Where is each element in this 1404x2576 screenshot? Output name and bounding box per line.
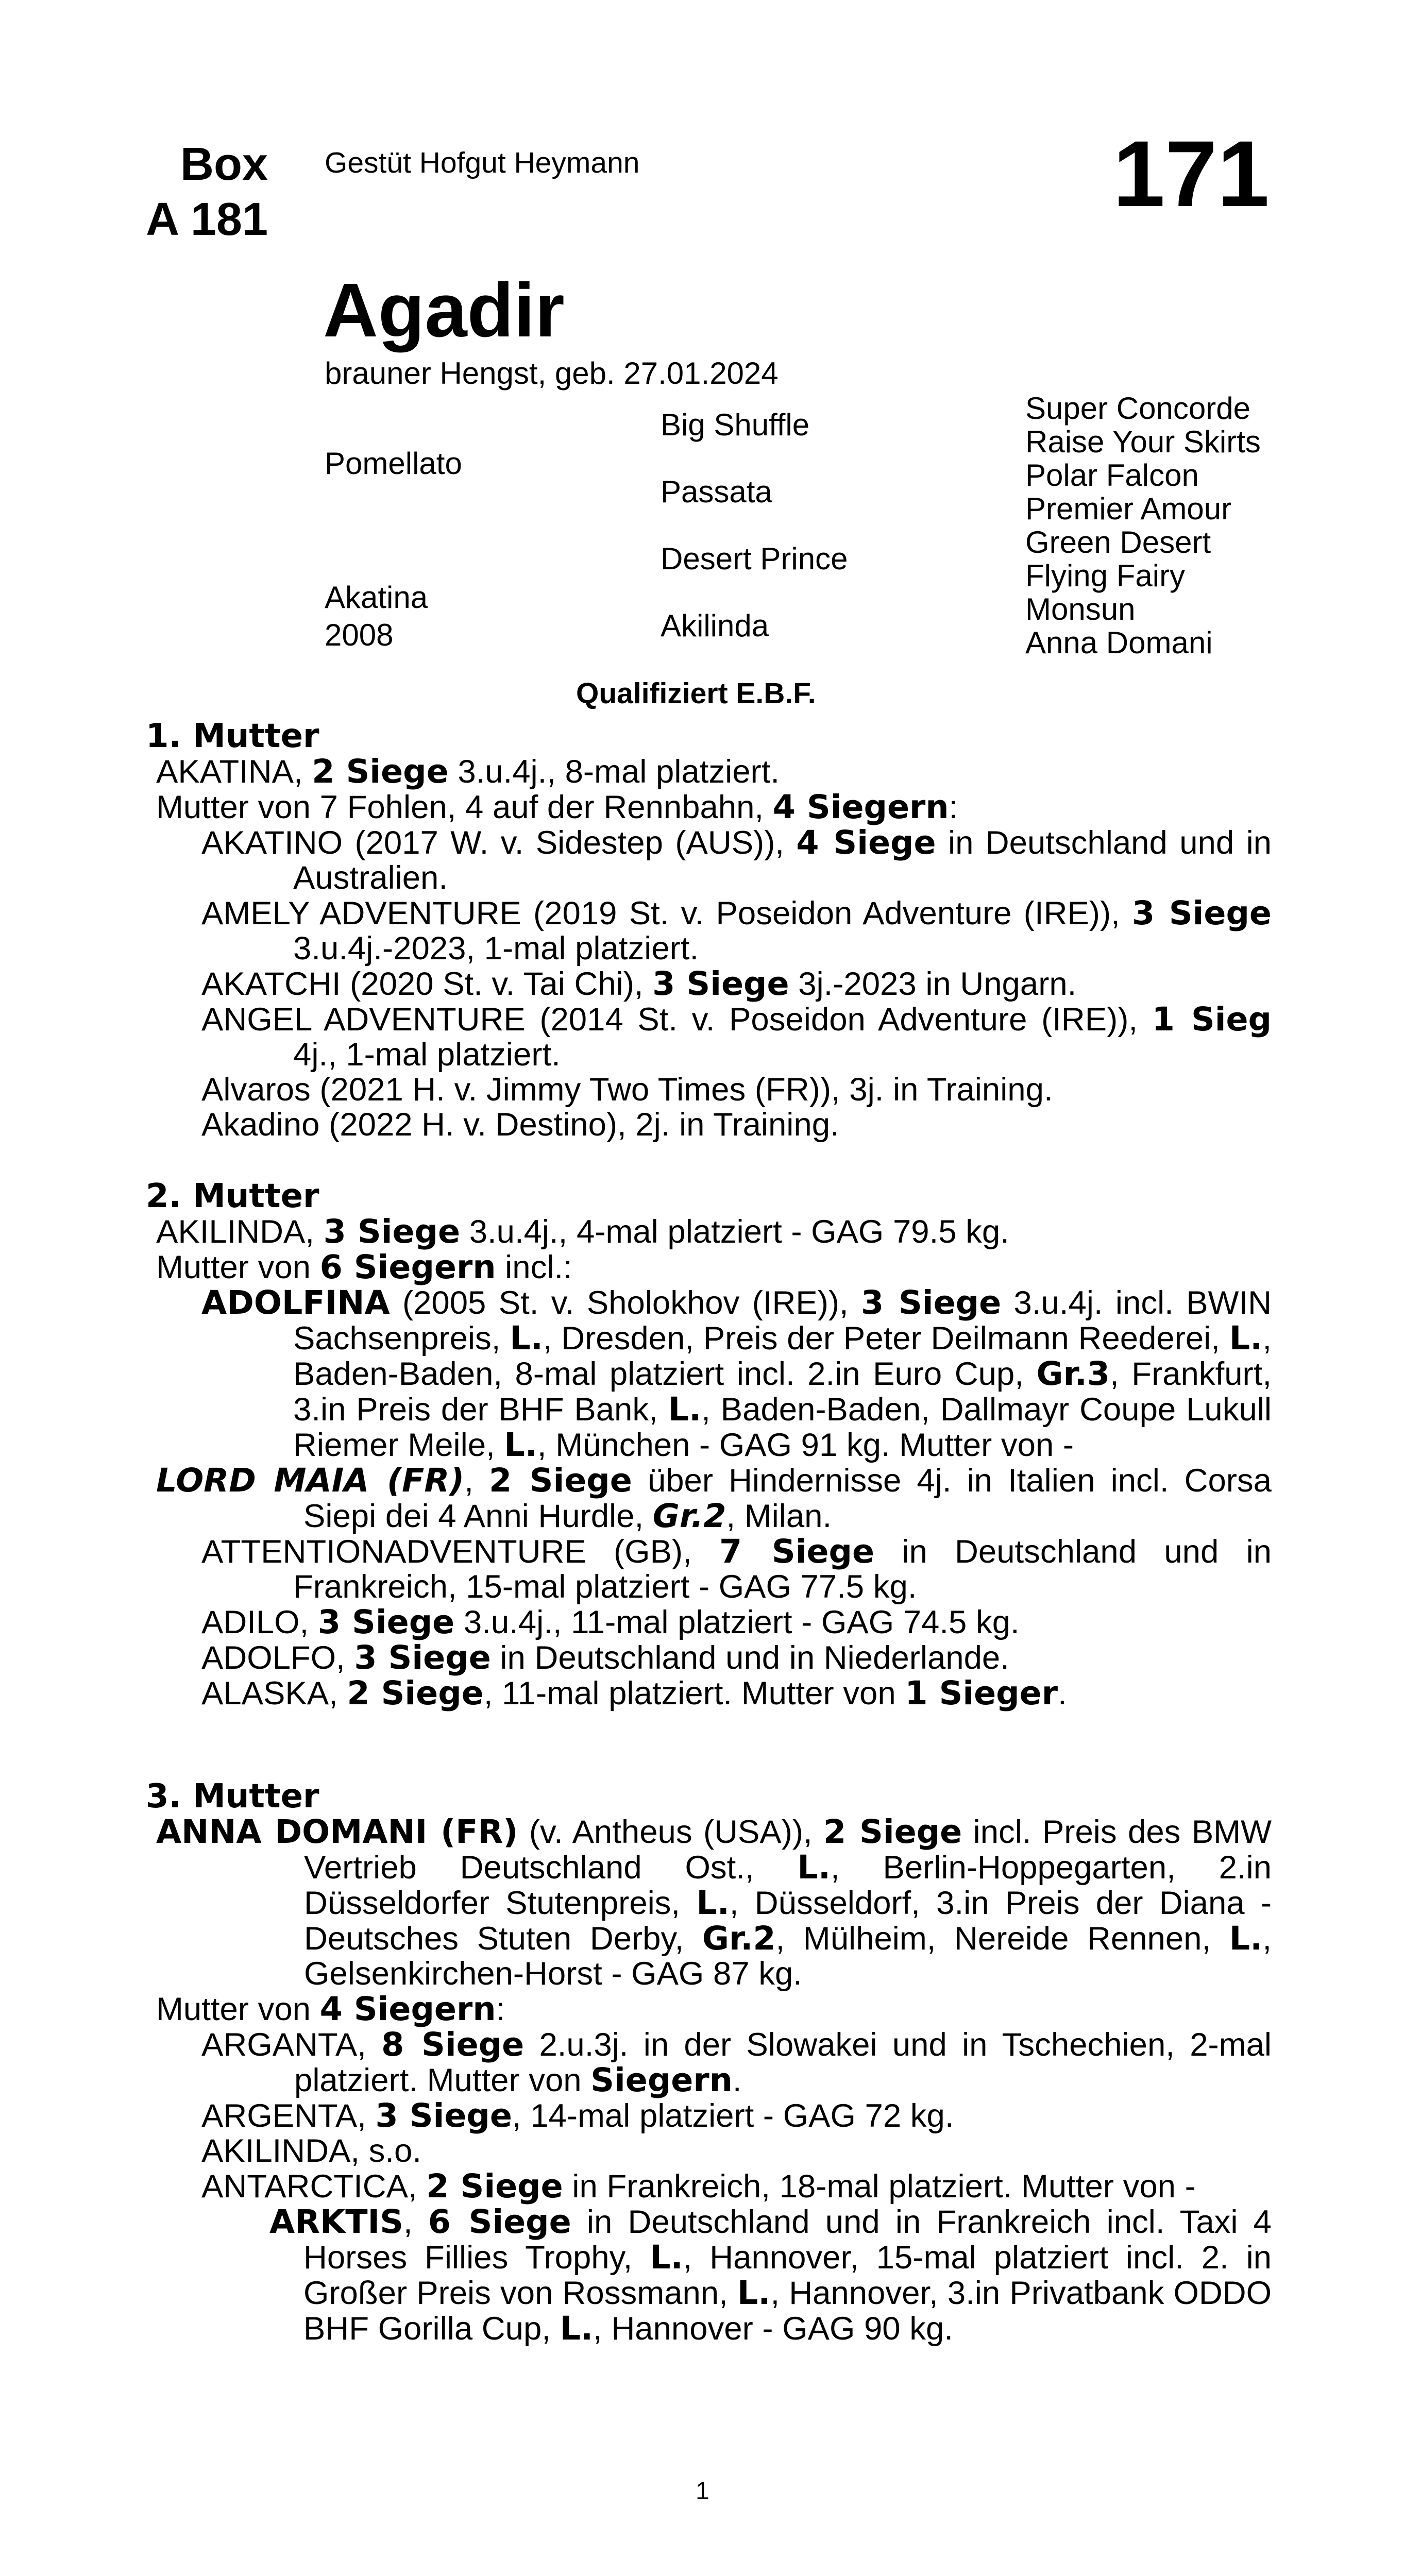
section-second-dam: [146, 1179, 1272, 1711]
offspring-summary: Mutter von 7 Fohlen, 4 auf der Rennbahn, 4 Siegern:: [156, 788, 958, 826]
dam-line: AKATINA, 2 Siege 3.u.4j., 8-mal platziert.: [156, 752, 780, 790]
pedigree-g3-2: Raise Your Skirts: [1025, 425, 1261, 459]
offspring-entry: AKATCHI (2020 St. v. Tai Chi), 3 Siege 3j.-2023 in Ungarn.: [201, 964, 1077, 1003]
offspring-entry: Akadino (2022 H. v. Destino), 2j. in Training.: [201, 1107, 839, 1143]
section-heading: 1. Mutter: [146, 717, 319, 755]
pedigree-g3-5: Green Desert: [1025, 525, 1211, 560]
offspring-entry: ARGENTA, 3 Siege, 14-mal platziert - GAG 72 kg.: [201, 2096, 954, 2134]
pedigree-dam-dam: Akilinda: [661, 608, 769, 643]
section-heading: 2. Mutter: [146, 1177, 319, 1215]
pedigree-sire-dam: Passata: [661, 474, 772, 509]
pedigree-sire-sire: Big Shuffle: [661, 408, 810, 442]
offspring-entry: AMELY ADVENTURE (2019 St. v. Poseidon Adventure (IRE)), 3 Siege 3.u.4j.-2023, 1-mal platziert.: [201, 894, 1272, 967]
offspring-entry: ADILO, 3 Siege 3.u.4j., 11-mal platziert - GAG 74.5 kg.: [201, 1603, 1020, 1641]
section-third-dam: [146, 1779, 1272, 2346]
offspring-entry: ALASKA, 2 Siege, 11-mal platziert. Mutter von 1 Sieger.: [201, 1674, 1067, 1712]
offspring-summary: Mutter von 4 Siegern:: [156, 1990, 505, 2028]
pedigree-sire: Pomellato: [325, 446, 462, 481]
qualification: Qualifiziert E.B.F.: [576, 677, 816, 710]
offspring-entry: ARGANTA, 8 Siege 2.u.3j. in der Slowakei und in Tschechien, 2-mal platziert. Mutter von Siegern.: [201, 2025, 1272, 2099]
offspring-entry: AKATINO (2017 W. v. Sidestep (AUS)), 4 Siege in Deutschland und in Australien.: [201, 823, 1272, 896]
offspring-entry: ANTARCTICA, 2 Siege in Frankreich, 18-mal platziert. Mutter von -: [201, 2167, 1196, 2205]
grand-offspring-entry: LORD MAIA (FR), 2 Siege über Hindernisse 4j. in Italien incl. Corsa Siepi dei 4 Anni Hurdle, Gr.2, Milan.: [156, 1461, 1272, 1535]
lot-number: 171: [1113, 121, 1270, 226]
offspring-entry: ANGEL ADVENTURE (2014 St. v. Poseidon Adventure (IRE)), 1 Sieg 4j., 1-mal platziert.: [201, 1000, 1272, 1073]
pedigree-dam-year: 2008: [325, 618, 394, 652]
offspring-summary: Mutter von 6 Siegern incl.:: [156, 1248, 572, 1286]
box-number: A 181: [146, 194, 268, 245]
dam-line: ANNA DOMANI (FR) (v. Antheus (USA)), 2 Siege incl. Preis des BMW Vertrieb Deutschland Ost., L., Berlin-Hoppegarten, 2.in Düsseldorfer Stutenpreis, L., Düsseldorf, 3.in Preis der Diana - Deutsches Stuten Derby, Gr.2, Mülheim, Nereide Rennen, L., Gelsenkirchen-Horst - GAG 87 kg.: [156, 1812, 1272, 1992]
section-heading: 3. Mutter: [146, 1777, 319, 1816]
offspring-entry: ADOLFO, 3 Siege in Deutschland und in Niederlande.: [201, 1638, 1009, 1676]
pedigree-dam-sire: Desert Prince: [661, 541, 848, 576]
pedigree-g3-8: Anna Domani: [1025, 625, 1213, 660]
page-number: 1: [696, 2478, 709, 2505]
grand-offspring-entry: ARKTIS, 6 Siege in Deutschland und in Frankreich incl. Taxi 4 Horses Fillies Trophy, L., Hannover, 15-mal platziert incl. 2. in Großer Preis von Rossmann, L., Hannover, 3.in Privatbank ODDO BHF Gorilla Cup, L., Hannover - GAG 90 kg.: [269, 2202, 1272, 2347]
horse-info: brauner Hengst, geb. 27.01.2024: [325, 356, 779, 391]
pedigree-dam: Akatina: [325, 580, 428, 615]
offspring-entry: ATTENTIONADVENTURE (GB), 7 Siege in Deutschland und in Frankreich, 15-mal platziert - GAG 77.5 kg.: [201, 1532, 1272, 1605]
dam-line: AKILINDA, 3 Siege 3.u.4j., 4-mal platziert - GAG 79.5 kg.: [156, 1212, 1009, 1250]
pedigree-g3-1: Super Concorde: [1025, 391, 1250, 426]
horse-name: Agadir: [323, 268, 565, 353]
section-first-dam: [146, 719, 1272, 1142]
pedigree-g3-3: Polar Falcon: [1025, 458, 1199, 493]
pedigree-g3-4: Premier Amour: [1025, 492, 1232, 526]
pedigree-g3-7: Monsun: [1025, 592, 1136, 626]
breeder-name: Gestüt Hofgut Heymann: [325, 146, 640, 179]
offspring-entry: Alvaros (2021 H. v. Jimmy Two Times (FR)), 3j. in Training.: [201, 1072, 1053, 1108]
offspring-entry: ADOLFINA (2005 St. v. Sholokhov (IRE)), 3 Siege 3.u.4j. incl. BWIN Sachsenpreis, L., Dresden, Preis der Peter Deilmann Reederei, L., Baden-Baden, 8-mal platziert incl. 2.in Euro Cup, Gr.3, Frankfurt, 3.in Preis der BHF Bank, L., Baden-Baden, Dallmayr Coupe Lukull Riemer Meile, L., München - GAG 91 kg. Mutter von -: [201, 1283, 1272, 1464]
box-label: Box: [180, 139, 268, 190]
pedigree-g3-6: Flying Fairy: [1025, 558, 1186, 593]
offspring-entry: AKILINDA, s.o.: [201, 2133, 422, 2169]
